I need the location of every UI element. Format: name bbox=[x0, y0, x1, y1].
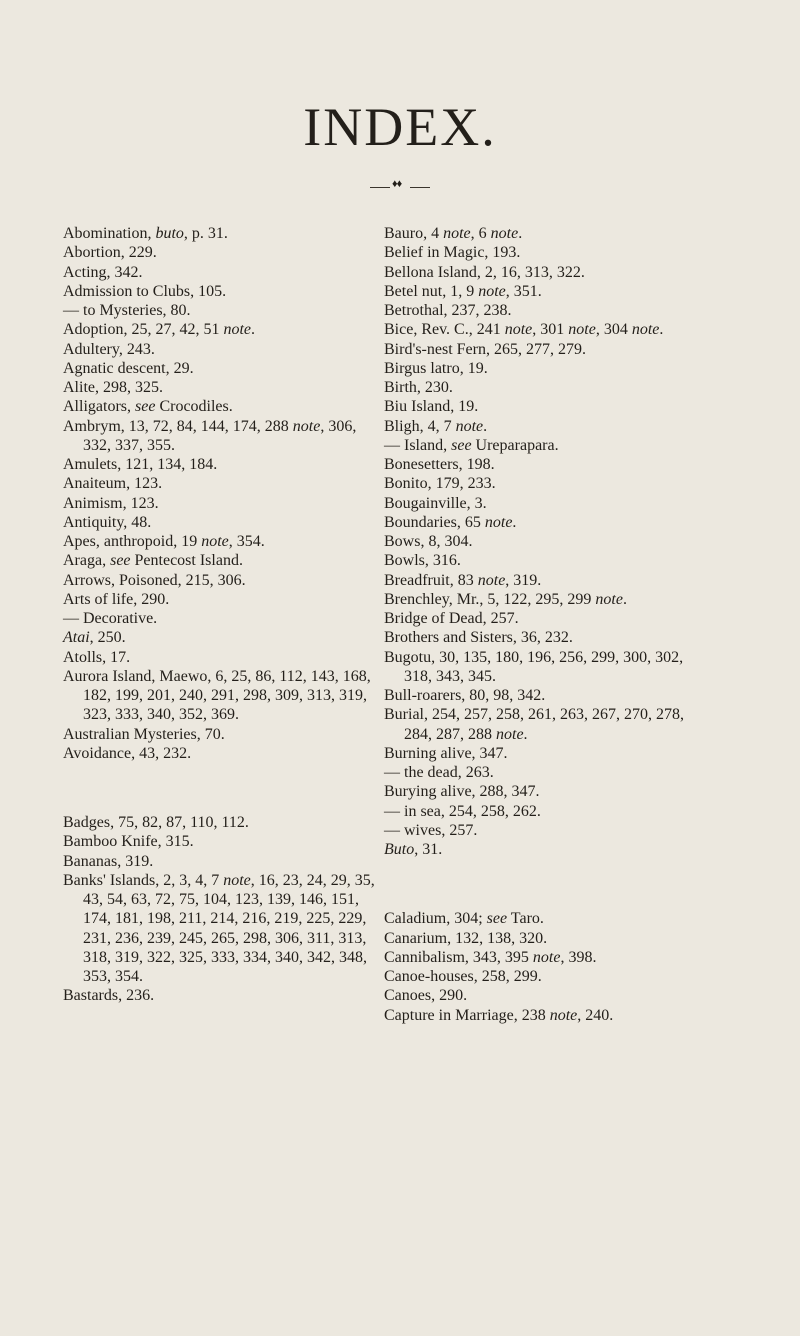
index-entry: Caladium, 304; see Taro. bbox=[384, 910, 544, 928]
index-entry: Australian Mysteries, 70. bbox=[63, 725, 225, 743]
index-entry: — Decorative. bbox=[63, 610, 158, 627]
index-entry: — in sea, 254, 258, 262. bbox=[384, 802, 541, 820]
index-entry: Cannibalism, 343, 395 note, 398. bbox=[384, 948, 597, 966]
index-entry: Alite, 298, 325. bbox=[63, 379, 163, 396]
index-entry: Betrothal, 237, 238. bbox=[384, 302, 512, 319]
ornament-rule-right bbox=[410, 187, 430, 188]
index-entry: Arrows, Poisoned, 215, 306. bbox=[63, 571, 246, 589]
index-entry: Bellona Island, 2, 16, 313, 322. bbox=[384, 263, 585, 281]
index-entry: Avoidance, 43, 232. bbox=[63, 744, 192, 762]
index-entry: Brothers and Sisters, 36, 232. bbox=[384, 629, 573, 647]
index-entry: Canoe-houses, 258, 299. bbox=[384, 968, 542, 985]
index-entry: Buto, 31. bbox=[384, 841, 443, 858]
index-entry: Bridge of Dead, 257. bbox=[384, 610, 519, 627]
index-entry: Atolls, 17. bbox=[63, 648, 131, 666]
index-entry: Bauro, 4 note, 6 note. bbox=[384, 225, 523, 242]
index-entry: Betel nut, 1, 9 note, 351. bbox=[384, 282, 542, 300]
letter-gap bbox=[63, 779, 387, 797]
index-entry: Bonito, 179, 233. bbox=[384, 475, 496, 493]
index-entry: Antiquity, 48. bbox=[63, 513, 152, 531]
index-column-left bbox=[63, 224, 387, 1006]
index-entry: Alligators, see Crocodiles. bbox=[63, 398, 233, 416]
index-entry: Animism, 123. bbox=[63, 494, 159, 512]
index-entry: Bougainville, 3. bbox=[384, 494, 487, 512]
index-entry: Biu Island, 19. bbox=[384, 398, 479, 416]
index-column-right bbox=[384, 224, 714, 1025]
index-entry: Burning alive, 347. bbox=[384, 744, 508, 762]
index-entry: Bird's-nest Fern, 265, 277, 279. bbox=[384, 340, 586, 358]
index-entry: Abomination, buto, p. 31. bbox=[63, 225, 228, 242]
index-entry: — Island, see Ureparapara. bbox=[384, 436, 559, 454]
index-entry: Aurora Island, Maewo, 6, 25, 86, 112, 143, 168, 182, 199, 201, 240, 291, 298, 309, 313, 319, 323, 333, 340, 352, 369. bbox=[63, 667, 371, 724]
title-ornament bbox=[370, 178, 430, 192]
index-entry: Bamboo Knife, 315. bbox=[63, 833, 194, 851]
index-entry: Acting, 342. bbox=[63, 263, 143, 281]
index-entry: Brenchley, Mr., 5, 122, 295, 299 note. bbox=[384, 590, 627, 608]
index-entry: Araga, see Pentecost Island. bbox=[63, 552, 243, 570]
index-entry: — the dead, 263. bbox=[384, 764, 494, 781]
index-entry: Anaiteum, 123. bbox=[63, 475, 163, 493]
index-entry: Bananas, 319. bbox=[63, 852, 154, 870]
index-entry: Badges, 75, 82, 87, 110, 112. bbox=[63, 814, 249, 831]
index-entry: Canarium, 132, 138, 320. bbox=[384, 929, 548, 947]
index-entry: Bull-roarers, 80, 98, 342. bbox=[384, 687, 546, 704]
page-title: INDEX. bbox=[303, 97, 497, 157]
index-entry: Burial, 254, 257, 258, 261, 263, 267, 270, 278, 284, 287, 288 note. bbox=[384, 706, 684, 743]
index-entry: Birth, 230. bbox=[384, 379, 453, 396]
index-entry: Bugotu, 30, 135, 180, 196, 256, 299, 300, 302, 318, 343, 345. bbox=[384, 648, 684, 685]
index-entry: Amulets, 121, 134, 184. bbox=[63, 456, 218, 473]
index-entry: Atai, 250. bbox=[63, 629, 126, 647]
index-entry: Banks' Islands, 2, 3, 4, 7 note, 16, 23, 24, 29, 35, 43, 54, 63, 72, 75, 104, 123, 139, 146, 151, 174, 181, 198, 211, 214, 216, 219, 225, 229, 231, 236, 239, 245, 265, 298, 306, 311, 313, 318, 319, 322, 325, 333, 334, 340, 342, 348, 353, 354. bbox=[63, 871, 375, 985]
index-entry: Apes, anthropoid, 19 note, 354. bbox=[63, 533, 265, 550]
index-entry: Bows, 8, 304. bbox=[384, 533, 473, 550]
index-entry: Boundaries, 65 note. bbox=[384, 513, 517, 531]
index-entry: Bowls, 316. bbox=[384, 552, 461, 570]
index-entry: Arts of life, 290. bbox=[63, 590, 170, 608]
index-entry: Belief in Magic, 193. bbox=[384, 244, 521, 262]
index-entry: Burying alive, 288, 347. bbox=[384, 783, 540, 801]
letter-gap bbox=[384, 875, 714, 893]
index-entry: Birgus latro, 19. bbox=[384, 359, 488, 377]
index-entry: Bastards, 236. bbox=[63, 987, 155, 1005]
index-entry: — wives, 257. bbox=[384, 821, 478, 839]
index-entry: Ambrym, 13, 72, 84, 144, 174, 288 note, 306, 332, 337, 355. bbox=[63, 417, 357, 454]
index-entry: Bonesetters, 198. bbox=[384, 456, 495, 473]
index-entry: Admission to Clubs, 105. bbox=[63, 282, 227, 300]
index-entry: Adoption, 25, 27, 42, 51 note. bbox=[63, 321, 255, 339]
index-entry: Adultery, 243. bbox=[63, 340, 155, 358]
index-entry: Breadfruit, 83 note, 319. bbox=[384, 571, 542, 589]
index-entry: Bligh, 4, 7 note. bbox=[384, 417, 488, 435]
index-entry: Canoes, 290. bbox=[384, 987, 468, 1005]
ornament-diamonds: ♦♦ bbox=[392, 178, 402, 190]
index-entry: Agnatic descent, 29. bbox=[63, 359, 194, 377]
index-entry: Bice, Rev. C., 241 note, 301 note, 304 note. bbox=[384, 321, 664, 339]
index-entry: Abortion, 229. bbox=[63, 244, 157, 262]
ornament-rule-left bbox=[370, 187, 390, 188]
index-entry: Capture in Marriage, 238 note, 240. bbox=[384, 1006, 614, 1024]
index-entry: — to Mysteries, 80. bbox=[63, 302, 191, 319]
